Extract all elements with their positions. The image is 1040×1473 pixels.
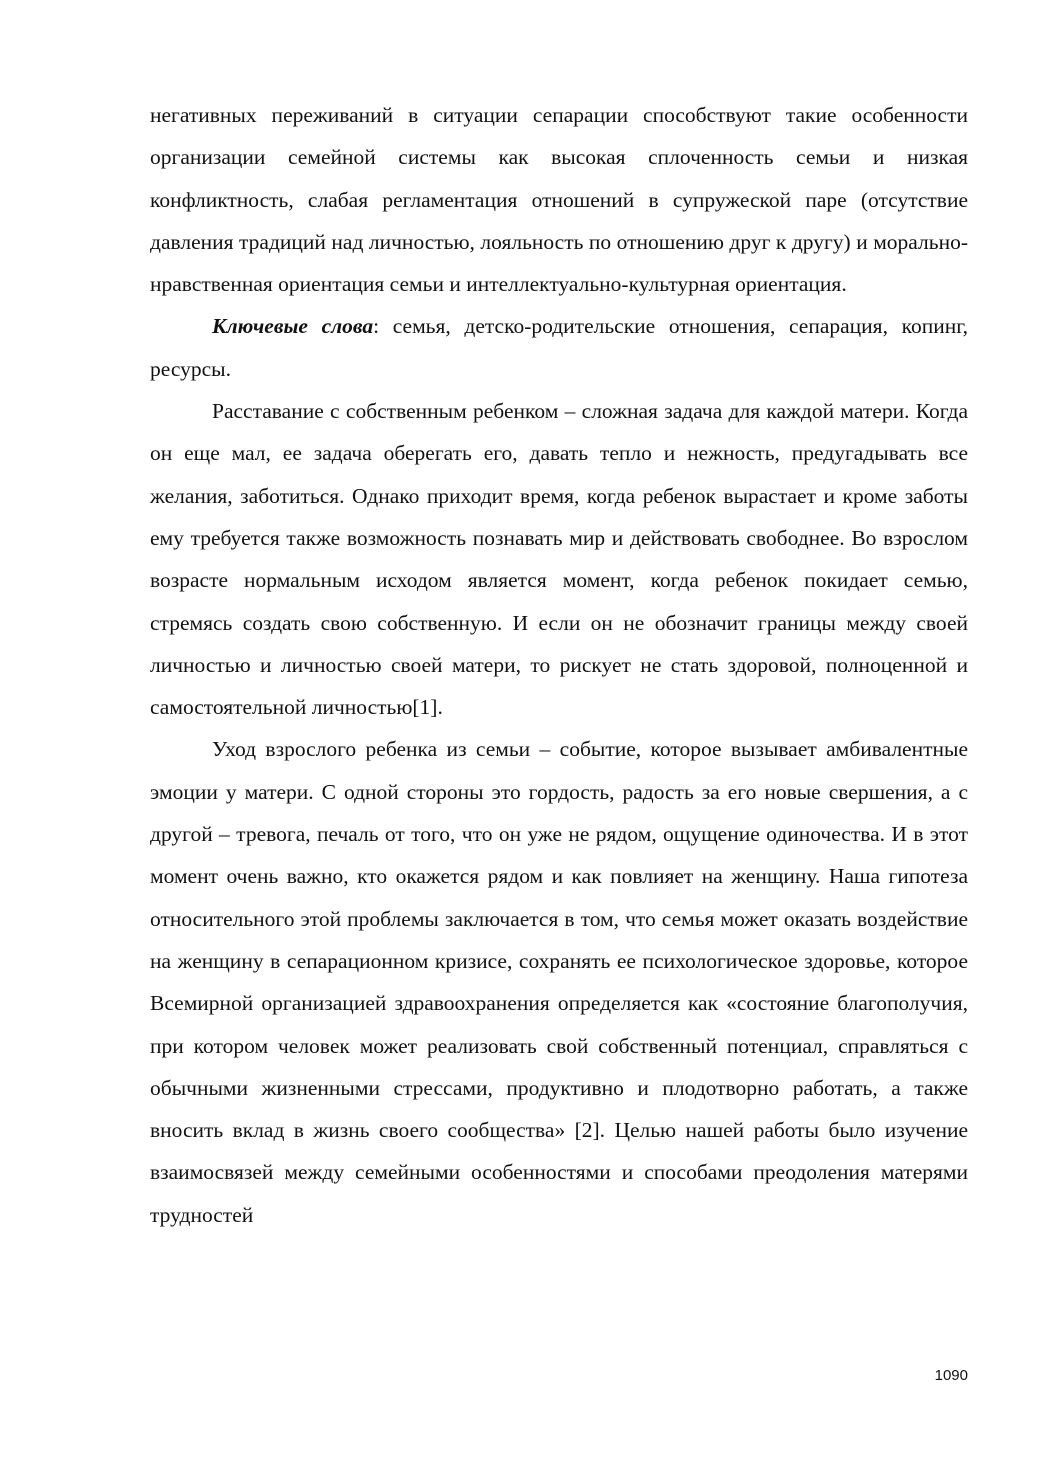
paragraph-child-leaving: Уход взрослого ребенка из семьи – событие, которое вызывает амбивалентные эмоции у матери. С одной стороны это гордость, радость за его новые свершения, а с другой – тревога, печаль от того, что он уже не рядом, ощущение одиночества. И в этот момент очень важно, кто окажется рядом и как повлияет на женщину. Наша гипотеза относительного этой проблемы заключается в том, что семья может оказать воздействие на женщину в сепарационном кризисе, сохранять ее психологическое здоровье, которое Всемирной организацией здравоохранения определяется как «состояние благополучия, при котором человек может реализовать свой собственный потенциал, справляться с обычными жизненными стрессами, продуктивно и плодотворно работать, а также вносить вклад в жизнь своего сообщества» [2]. Целью нашей работы было изучение взаимосвязей между семейными особенностями и способами преодоления матерями трудностей <box>150 737 968 1227</box>
document-body <box>150 94 968 1236</box>
page-number: 1090 <box>934 1367 968 1384</box>
paragraph-intro-continuation: негативных переживаний в ситуации сепарации способствуют такие особенности организации семейной системы как высокая сплоченность семьи и низкая конфликтность, слабая регламентация отношений в супружеской паре (отсутствие давления традиций над личностью, лояльность по отношению друг к другу) и морально-нравственная ориентация семьи и интеллектуально-культурная ориентация. <box>150 103 968 297</box>
keywords-paragraph <box>150 305 968 390</box>
keywords-label: Ключевые слова <box>212 314 374 339</box>
keywords-text: : семья, детско-родительские отношения, сепарация, копинг, ресурсы. <box>150 314 968 381</box>
paragraph-separation: Расставание с собственным ребенком – сложная задача для каждой матери. Когда он еще мал, ее задача оберегать его, давать тепло и нежность, предугадывать все желания, заботиться. Однако приходит время, когда ребенок вырастает и кроме заботы ему требуется также возможность познавать мир и действовать свободнее. Во взрослом возрасте нормальным исходом является момент, когда ребенок покидает семью, стремясь создать свою собственную. И если он не обозначит границы между своей личностью и личностью своей матери, то рискует не стать здоровой, полноценной и самостоятельной личностью[1]. <box>150 399 968 720</box>
